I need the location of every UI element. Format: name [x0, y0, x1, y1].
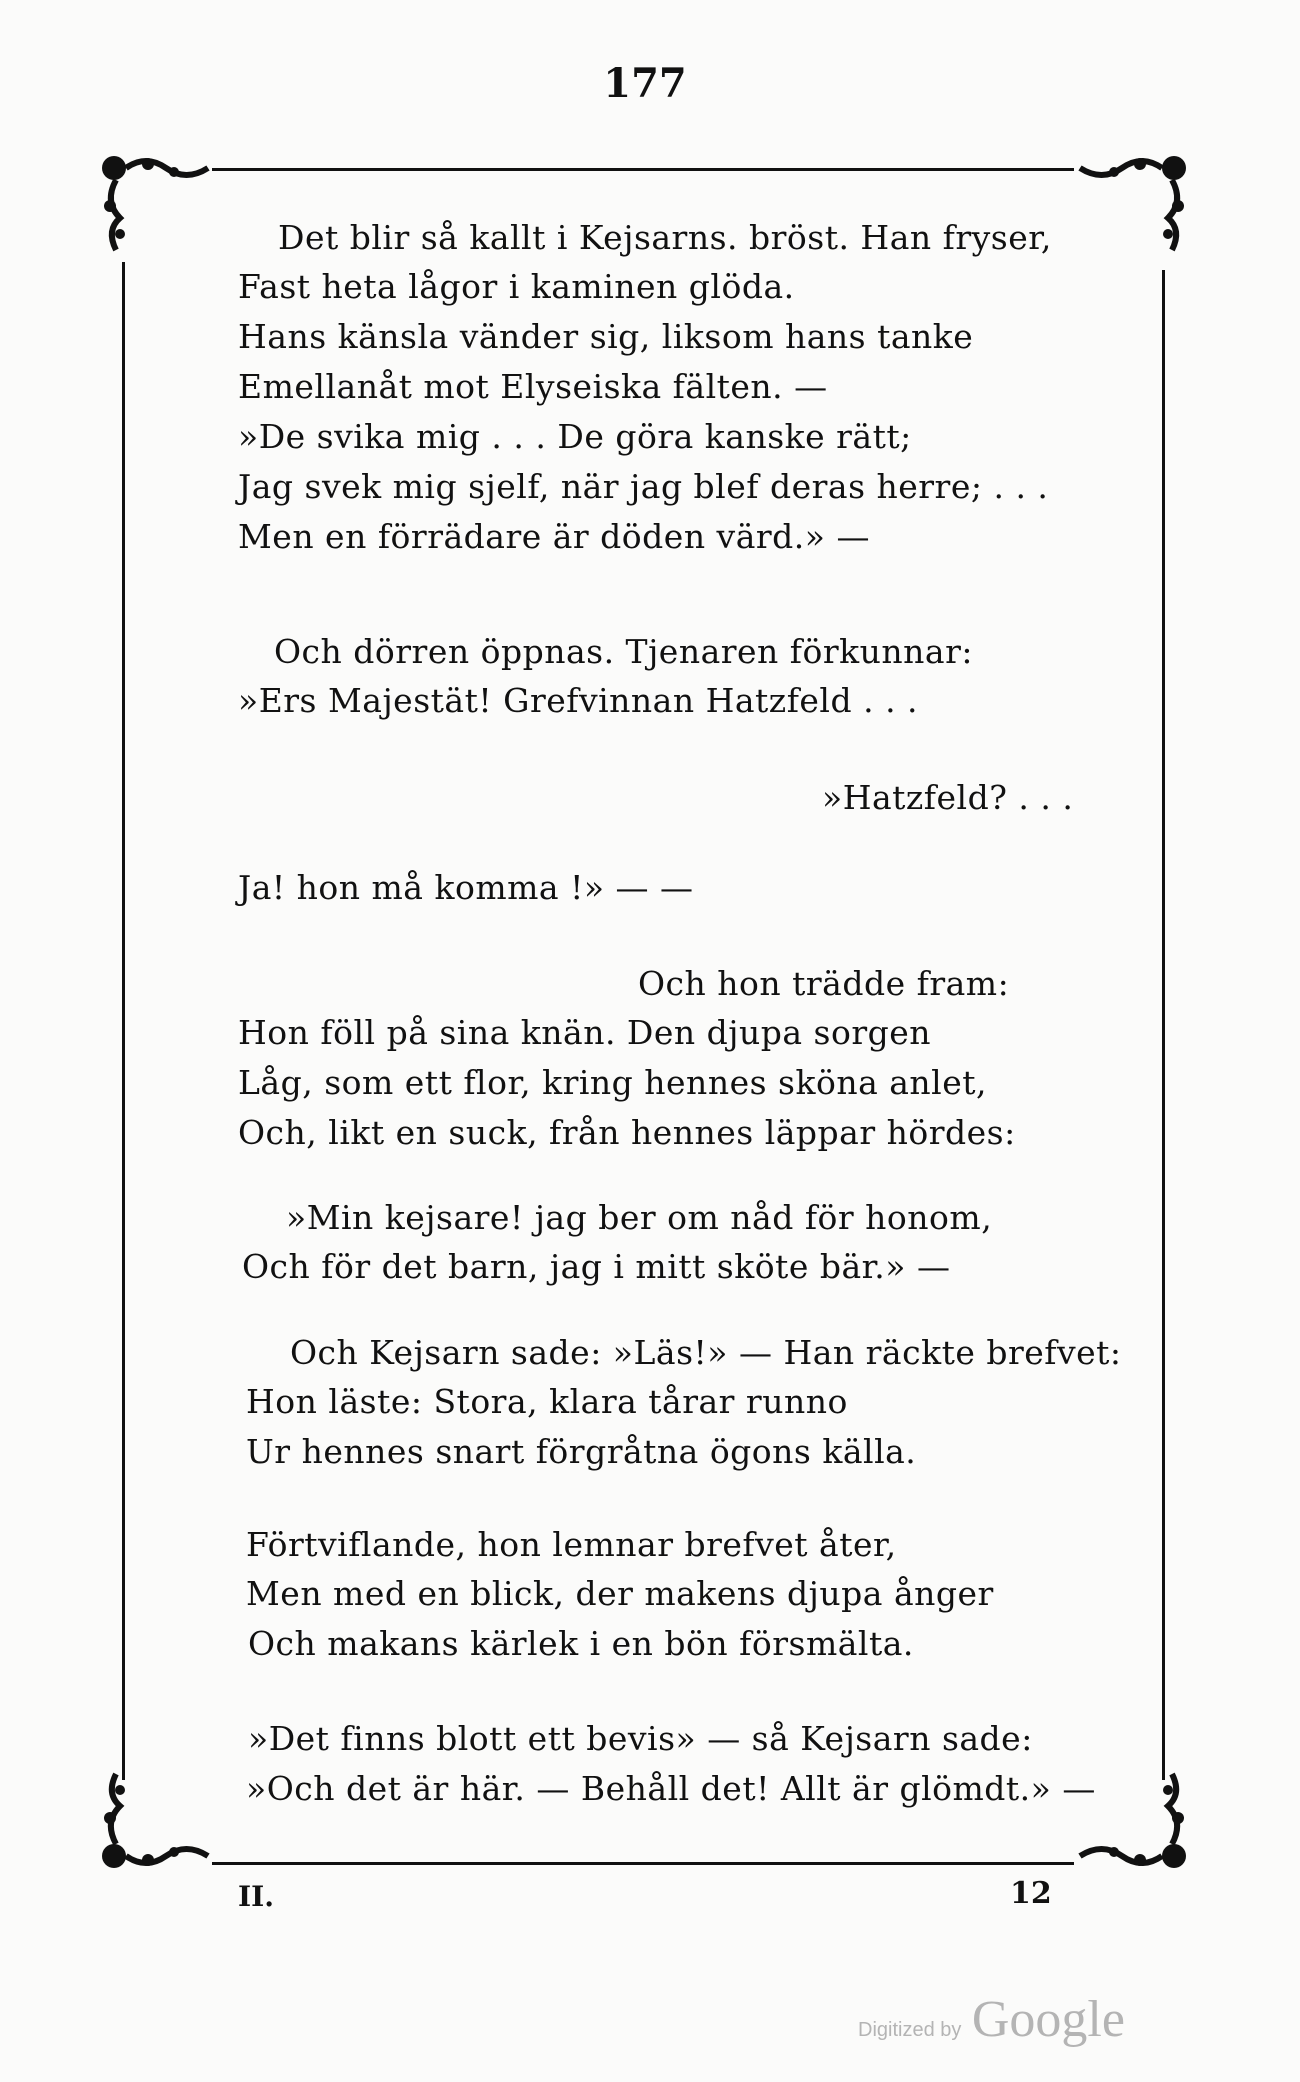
poem-line: Hon föll på sina knän. Den djupa sorgen: [238, 1013, 932, 1052]
signature-mark: II.: [238, 1880, 274, 1913]
poem-line: Och makans kärlek i en bön försmälta.: [248, 1624, 914, 1663]
corner-ornament-icon: [1076, 146, 1192, 256]
poem-line: Det blir så kallt i Kejsarns. bröst. Han fryser,: [278, 218, 1052, 257]
poem-line: Hans känsla vänder sig, liksom hans tanke: [238, 317, 974, 356]
poem-line: Förtviflande, hon lemnar brefvet åter,: [246, 1525, 897, 1564]
poem-line: »Det finns blott ett bevis» — så Kejsarn sade:: [248, 1719, 1033, 1758]
poem-line: Och för det barn, jag i mitt sköte bär.» —: [242, 1247, 951, 1286]
poem-line: Ur hennes snart förgråtna ögons källa.: [246, 1432, 917, 1471]
poem-line: »Hatzfeld? . . .: [822, 778, 1074, 817]
poem-line: »Ers Majestät! Grefvinnan Hatzfeld . . .: [238, 681, 919, 720]
poem-line: Låg, som ett flor, kring hennes sköna anlet,: [238, 1063, 987, 1102]
leaf-number: 12: [1010, 1876, 1052, 1911]
corner-ornament-icon: [96, 1768, 212, 1878]
poem-line: Fast heta lågor i kaminen glöda.: [238, 267, 795, 306]
poem-line: Ja! hon må komma !» — —: [238, 868, 694, 907]
poem-line: Emellanåt mot Elyseiska fälten. —: [238, 367, 828, 406]
digitized-watermark: [858, 1990, 1125, 2049]
poem-line: Jag svek mig sjelf, när jag blef deras herre; . . .: [238, 467, 1049, 506]
google-logo: Google: [971, 1991, 1125, 2048]
bottom-rule: [212, 1862, 1074, 1865]
right-border: [1162, 270, 1165, 1780]
poem-line: »Och det är här. — Behåll det! Allt är glömdt.» —: [246, 1769, 1096, 1808]
top-rule: [212, 168, 1074, 171]
poem-line: Men en förrädare är döden värd.» —: [238, 517, 870, 556]
page-number: 177: [603, 60, 687, 107]
corner-ornament-icon: [96, 146, 212, 256]
poem-line: Hon läste: Stora, klara tårar runno: [246, 1382, 848, 1421]
poem-line: »Min kejsare! jag ber om nåd för honom,: [286, 1198, 993, 1237]
poem-line: Men med en blick, der makens djupa ånger: [246, 1574, 994, 1613]
digitized-prefix: Digitized by: [858, 2019, 962, 2041]
poem-line: Och dörren öppnas. Tjenaren förkunnar:: [274, 632, 973, 671]
poem-line: »De svika mig . . . De göra kanske rätt;: [238, 417, 912, 456]
left-border: [122, 262, 125, 1780]
poem-line: Och, likt en suck, från hennes läppar hördes:: [238, 1113, 1016, 1152]
poem-line: Och Kejsarn sade: »Läs!» — Han räckte brefvet:: [290, 1333, 1122, 1372]
poem-line: Och hon trädde fram:: [638, 964, 1010, 1003]
